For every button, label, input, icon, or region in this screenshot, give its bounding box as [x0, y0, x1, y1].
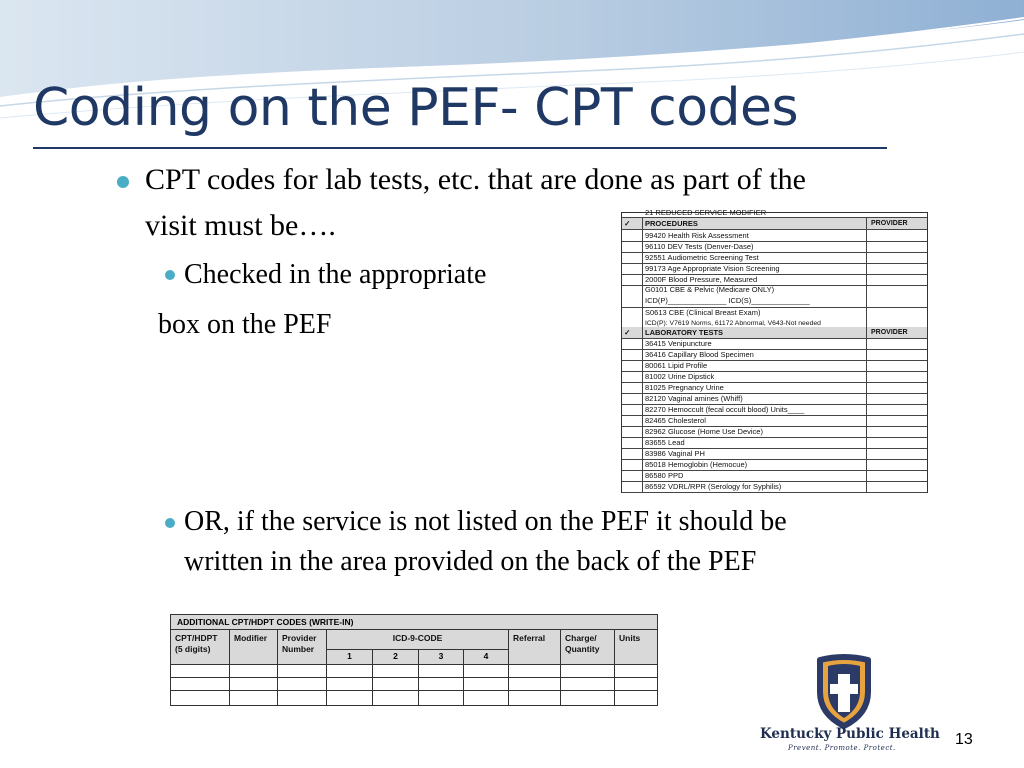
writein-table: [170, 614, 658, 706]
bullet-1-line-2: visit must be….: [145, 209, 336, 242]
pef-checkbox[interactable]: [622, 371, 643, 382]
pef-checkbox[interactable]: [622, 426, 643, 437]
sub-bullet-dot: [165, 270, 175, 280]
checkmark-icon: ✓: [622, 218, 643, 229]
col-referral-header: Referral: [509, 630, 561, 664]
pef-checkbox[interactable]: [622, 404, 643, 415]
pef-checkbox[interactable]: [622, 274, 643, 285]
pef-row-label: S0613 CBE (Clinical Breast Exam) ICD(P): V7619 Norms, 61172 Abnormal, V643-Not needed: [645, 308, 821, 327]
pef-checkbox[interactable]: [622, 263, 643, 274]
pef-top-text: 21 REDUCED SERVICE MODIFIER: [645, 208, 767, 217]
pef-provider-cell: [866, 382, 928, 393]
pef-row-label: 81025 Pregnancy Urine: [645, 383, 724, 392]
pef-provider-cell: [866, 263, 928, 274]
bullet-3-line-2: written in the area provided on the back of the PEF: [184, 546, 757, 577]
pef-row: [622, 285, 927, 308]
pef-row-label: 99173 Age Appropriate Vision Screening: [645, 264, 780, 273]
pef-provider-cell: [866, 274, 928, 285]
pef-checkbox[interactable]: [622, 437, 643, 448]
pef-checkbox[interactable]: [622, 252, 643, 263]
bullet-3-line-1: OR, if the service is not listed on the PEF it should be: [184, 506, 787, 537]
pef-row-label: 81002 Urine Dipstick: [645, 372, 715, 381]
pef-checkbox[interactable]: [622, 481, 643, 492]
pef-row-label: LABORATORY TESTS: [645, 328, 724, 337]
pef-provider-cell: [866, 349, 928, 360]
pef-checkbox[interactable]: [622, 360, 643, 371]
pef-row-label: 92551 Audiometric Screening Test: [645, 253, 759, 262]
pef-provider-cell: [866, 393, 928, 404]
pef-checkbox[interactable]: [622, 459, 643, 470]
checkmark-icon: ✓: [622, 327, 643, 338]
pef-checkbox[interactable]: [622, 230, 643, 241]
pef-provider-cell: [866, 470, 928, 481]
pef-provider-cell: [866, 481, 928, 492]
sub-bullet-dot: [165, 518, 175, 528]
pef-checkbox[interactable]: [622, 338, 643, 349]
pef-row-label: 85018 Hemoglobin (Hemocue): [645, 460, 748, 469]
pef-row-label: 36416 Capillary Blood Specimen: [645, 350, 754, 359]
pef-row-label: 82120 Vaginal amines (Whiff): [645, 394, 743, 403]
col-icd-header: ICD-9-CODE: [327, 630, 509, 650]
col-charge-header: Charge/ Quantity: [561, 630, 615, 664]
pef-checkbox[interactable]: [622, 415, 643, 426]
pef-provider-cell: [866, 241, 928, 252]
pef-checkbox[interactable]: [622, 349, 643, 360]
pef-provider-cell: [866, 448, 928, 459]
pef-provider-cell: [866, 371, 928, 382]
col-provider-header: Provider Number: [278, 630, 327, 664]
pef-form-excerpt: [621, 208, 928, 493]
slide-number: 13: [955, 731, 973, 748]
pef-provider-cell: [866, 338, 928, 349]
pef-checkbox[interactable]: [622, 393, 643, 404]
pef-procedures-header: ✓ PROCEDURES PROVIDER: [622, 218, 927, 230]
pef-provider-header: PROVIDER: [866, 327, 928, 338]
pef-provider-cell: [866, 252, 928, 263]
pef-row-label: 96110 DEV Tests (Denver-Dase): [645, 242, 754, 251]
icd-sub-4: 4: [464, 649, 509, 665]
pef-row-label: 99420 Health Risk Assessment: [645, 231, 749, 240]
pef-row-label: 2000F Blood Pressure, Measured: [645, 275, 758, 284]
pef-row-label: G0101 CBE & Pelvic (Medicare ONLY) ICD(P)______________ ICD(S)______________: [645, 285, 810, 305]
pef-provider-cell: [866, 360, 928, 371]
pef-row-label: 83655 Lead: [645, 438, 685, 447]
pef-provider-cell: [866, 230, 928, 241]
pef-provider-cell: [866, 426, 928, 437]
logo-name: Kentucky Public Health: [760, 726, 940, 742]
pef-row-label: 86592 VDRL/RPR (Serology for Syphilis): [645, 482, 782, 491]
col-units-header: Units: [615, 630, 657, 664]
pef-row-label: 82465 Cholesterol: [645, 416, 706, 425]
bullet-1-line-1: CPT codes for lab tests, etc. that are done as part of the: [145, 163, 806, 196]
pef-provider-cell: [866, 404, 928, 415]
pef-row-label: 83986 Vaginal PH: [645, 449, 705, 458]
bullet-2-line-2: box on the PEF: [158, 309, 332, 340]
pef-checkbox[interactable]: [622, 285, 643, 307]
pef-row-label: 36415 Venipuncture: [645, 339, 712, 348]
writein-title: ADDITIONAL CPT/HDPT CODES (WRITE-IN): [171, 615, 657, 630]
pef-checkbox[interactable]: [622, 470, 643, 481]
pef-provider-cell: [866, 285, 928, 307]
pef-row: [622, 481, 927, 493]
pef-row-label: 86580 PPD: [645, 471, 684, 480]
pef-top-row: [622, 209, 927, 218]
col-cpt-header: CPT/HDPT (5 digits): [171, 630, 230, 664]
title-underline: [33, 147, 887, 149]
pef-checkbox[interactable]: [622, 241, 643, 252]
pef-row-label: 80061 Lipid Profile: [645, 361, 708, 370]
pef-checkbox[interactable]: [622, 448, 643, 459]
icd-sub-1: 1: [327, 649, 373, 665]
pef-row-label: 82962 Glucose (Home Use Device): [645, 427, 763, 436]
slide-title: Coding on the PEF- CPT codes: [33, 78, 799, 138]
pef-row-label: 82270 Hemoccult (fecal occult blood) Units____: [645, 405, 805, 414]
col-modifier-header: Modifier: [230, 630, 278, 664]
pef-checkbox[interactable]: [622, 382, 643, 393]
pef-provider-cell: [866, 437, 928, 448]
pef-provider-cell: [866, 459, 928, 470]
logo-tagline: Prevent. Promote. Protect.: [788, 744, 896, 752]
pef-provider-cell: [866, 415, 928, 426]
icd-sub-3: 3: [419, 649, 464, 665]
icd-sub-2: 2: [373, 649, 419, 665]
bullet-dot: [117, 176, 129, 188]
bullet-2-line-1: Checked in the appropriate: [184, 259, 487, 290]
